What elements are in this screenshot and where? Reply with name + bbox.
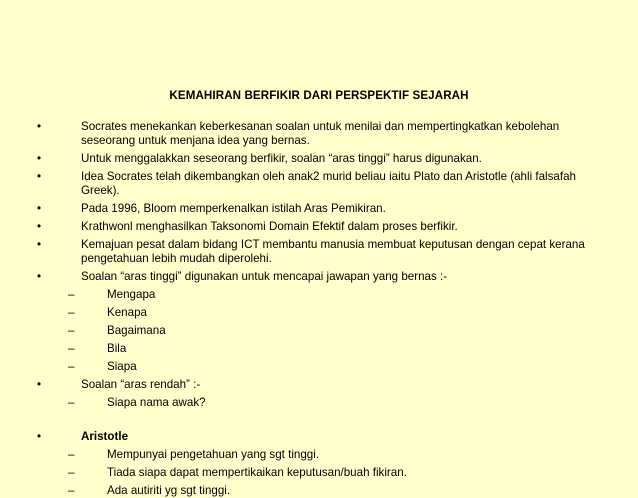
bullet-item <box>0 170 638 198</box>
dash-marker: – <box>68 306 75 319</box>
bullet-marker: • <box>37 220 42 233</box>
bullet-marker: • <box>37 152 42 165</box>
sub-item-text: Tiada siapa dapat mempertikaikan keputusan/buah fikiran. <box>107 466 407 479</box>
dash-marker: – <box>68 288 75 301</box>
bullet-marker: • <box>37 202 42 215</box>
bullet-text: Kemajuan pesat dalam bidang ICT membantu manusia membuat keputusan dengan cepat kerana pengetahuan lebih mudah diperolehi. <box>81 238 585 265</box>
sub-item <box>0 306 638 320</box>
bullet-item <box>0 430 638 444</box>
bullet-marker: • <box>37 430 42 443</box>
sub-item <box>0 466 638 480</box>
bullet-marker: • <box>37 270 42 283</box>
bullet-item <box>0 378 638 392</box>
dash-marker: – <box>68 342 75 355</box>
bullet-text: Krathwonl menghasilkan Taksonomi Domain Efektif dalam proses berfikir. <box>81 220 458 233</box>
bullet-text: Untuk menggalakkan seseorang berfikir, soalan “aras tinggi” harus digunakan. <box>81 152 482 165</box>
bullet-item <box>0 120 638 148</box>
slide-content <box>0 120 638 498</box>
sub-item-text: Mempunyai pengetahuan yang sgt tinggi. <box>107 448 320 461</box>
sub-item <box>0 448 638 462</box>
sub-item-text: Ada autiriti yg sgt tinggi. <box>107 484 231 497</box>
bullet-text: Socrates menekankan keberkesanan soalan untuk menilai dan mempertingkatkan kebolehan seseorang untuk menjana idea yang bernas. <box>81 120 560 147</box>
bullet-marker: • <box>37 238 42 251</box>
sub-item-text: Siapa <box>107 360 137 373</box>
sub-item <box>0 484 638 498</box>
bullet-item <box>0 152 638 166</box>
bullet-marker: • <box>37 378 42 391</box>
bullet-item <box>0 202 638 216</box>
aristotle-heading: Aristotle <box>81 430 129 443</box>
bullet-text: Soalan “aras tinggi” digunakan untuk mencapai jawapan yang bernas :- <box>81 270 448 283</box>
sub-item-text: Siapa nama awak? <box>107 396 206 409</box>
sub-item-text: Mengapa <box>107 288 156 301</box>
bullet-text: Idea Socrates telah dikembangkan oleh anak2 murid beliau iaitu Plato dan Aristotle (ahli falsafah Greek). <box>81 170 576 197</box>
sub-item <box>0 324 638 338</box>
sub-item <box>0 342 638 356</box>
sub-item <box>0 288 638 302</box>
sub-item-text: Kenapa <box>107 306 147 319</box>
dash-marker: – <box>68 396 75 409</box>
bullet-text: Soalan “aras rendah” :- <box>81 378 201 391</box>
dash-marker: – <box>68 448 75 461</box>
sub-item <box>0 360 638 374</box>
sub-item-text: Bagaimana <box>107 324 166 337</box>
dash-marker: – <box>68 360 75 373</box>
dash-marker: – <box>68 324 75 337</box>
bullet-marker: • <box>37 120 42 133</box>
bullet-item <box>0 220 638 234</box>
sub-item-text: Bila <box>107 342 127 355</box>
sub-item <box>0 396 638 410</box>
bullet-item <box>0 238 638 266</box>
dash-marker: – <box>68 466 75 479</box>
slide-title: KEMAHIRAN BERFIKIR DARI PERSPEKTIF SEJARAH <box>169 89 469 102</box>
bullet-text: Pada 1996, Bloom memperkenalkan istilah Aras Pemikiran. <box>81 202 386 215</box>
bullet-marker: • <box>37 170 42 183</box>
bullet-item <box>0 270 638 284</box>
dash-marker: – <box>68 484 75 497</box>
